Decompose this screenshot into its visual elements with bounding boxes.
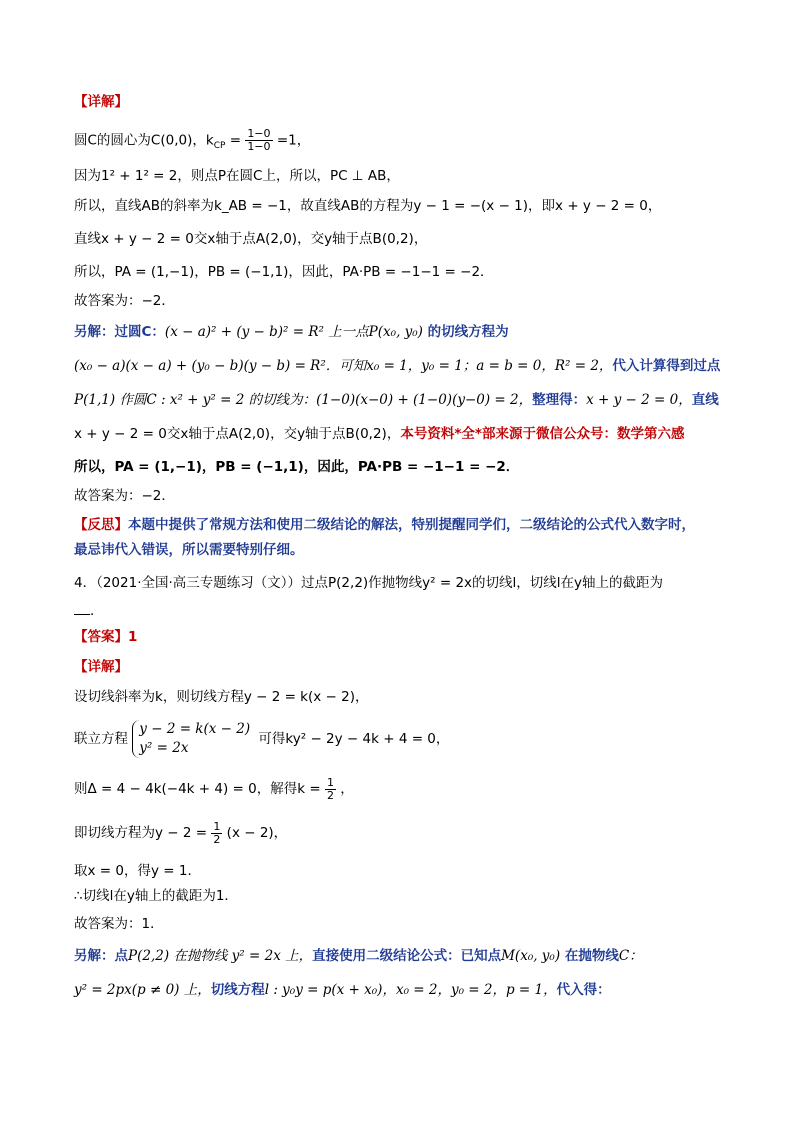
step-line-5: 取x = 0，得y = 1． xyxy=(74,863,201,879)
answer-line-2: 故答案为：−2． xyxy=(74,488,175,504)
alt-solution-line-2: (x₀ − a)(x − a) + (y₀ − b)(y − b) = R²．可知x₀ = 1，y₀ = 1；a = b = 0，R² = 2，代入计算得到过点 xyxy=(74,358,721,374)
solution-line-4: 直线x + y − 2 = 0交x轴于点A(2,0)，交y轴于点B(0,2)， xyxy=(74,231,428,247)
alt-solution-line-4: x + y − 2 = 0交x轴于点A(2,0)，交y轴于点B(0,2)，本号资料*全*部来源于微信公众号：数学第六感 xyxy=(74,426,685,442)
answer-line-1: 故答案为：−2． xyxy=(74,293,175,309)
answer-line-3: 故答案为：1． xyxy=(74,916,164,932)
question-4-stem: 4．（2021·全国·高三专题练习（文））过点P(2,2)作抛物线y² = 2x的切线l，切线l在y轴上的截距为 xyxy=(74,575,664,591)
solution-line-5: 所以，PA = (1,−1)，PB = (−1,1)，因此，PA·PB = −1−1 = −2． xyxy=(74,264,494,280)
slope-fraction: $\frac{1-0}{1-0}$ xyxy=(247,127,271,153)
question-4-blank: ． xyxy=(74,601,754,621)
reflection-line-2: 最忌讳代入错误，所以需要特别仔细。 xyxy=(74,542,304,558)
watermark-source-note: 本号资料*全*部来源于微信公众号：数学第六感 xyxy=(400,426,685,442)
solution-line-2: 因为1² + 1² = 2，则点P在圆C上，所以，PC ⊥ AB， xyxy=(74,168,400,184)
answer-blank xyxy=(74,614,90,615)
k-fraction: $\frac{1}{2}$ xyxy=(326,775,334,802)
alt-solution-2-line-1: 另解：点P(2,2) 在抛物线 y² = 2x 上，直接使用二级结论公式：已知点M(x₀, y₀) 在抛物线C： xyxy=(74,948,643,964)
step-line-6: ∴切线l在y轴上的截距为1． xyxy=(74,888,238,904)
step-line-2: 联立方程 y − 2 = k(x − 2) y² = 2x 可得ky² − 2y − 4k + 4 = 0， xyxy=(74,721,450,756)
solution-line-1: 圆C的圆心为C(0,0)，$k_{CP}$ = $\frac{1-0}{1-0}$ =1， xyxy=(74,127,311,153)
alt-solution-line-5: 所以，PA = (1,−1)，PB = (−1,1)，因此，PA·PB = −1−1 = −2． xyxy=(74,459,520,475)
answer-heading: 【答案】1 xyxy=(74,629,138,645)
step-line-3: 则Δ = 4 − 4k(−4k + 4) = 0，解得k = $\frac{1}{2}$ ， xyxy=(74,775,354,802)
alt-solution-line-1: 另解：过圆C：(x − a)² + (y − b)² = R² 上一点P(x₀, y₀) 的切线方程为 xyxy=(74,324,509,340)
half-fraction: $\frac{1}{2}$ xyxy=(213,819,221,846)
section-heading-detail-2: 【详解】 xyxy=(74,659,128,675)
equation-system: y − 2 = k(x − 2) y² = 2x xyxy=(132,720,254,758)
solution-line-3: 所以，直线AB的斜率为k_AB = −1，故直线AB的方程为y − 1 = −(x − 1)，即x + y − 2 = 0， xyxy=(74,198,662,214)
reflection-line-1: 【反思】本题中提供了常规方法和使用二级结论的解法，特别提醒同学们，二级结论的公式代入数字时， xyxy=(74,517,695,533)
step-line-4: 即切线方程为y − 2 = $\frac{1}{2}$ (x − 2)， xyxy=(74,819,288,846)
section-heading-detail: 【详解】 xyxy=(74,94,128,110)
alt-solution-2-line-2: y² = 2px(p ≠ 0) 上，切线方程l : y₀y = p(x + x₀)，x₀ = 2，y₀ = 2，p = 1，代入得： xyxy=(74,982,611,998)
alt-solution-line-3: P(1,1) 作圆C : x² + y² = 2 的切线为：(1−0)(x−0) + (1−0)(y−0) = 2，整理得：x + y − 2 = 0，直线 xyxy=(74,392,719,408)
step-line-1: 设切线斜率为k，则切线方程y − 2 = k(x − 2)， xyxy=(74,689,369,705)
